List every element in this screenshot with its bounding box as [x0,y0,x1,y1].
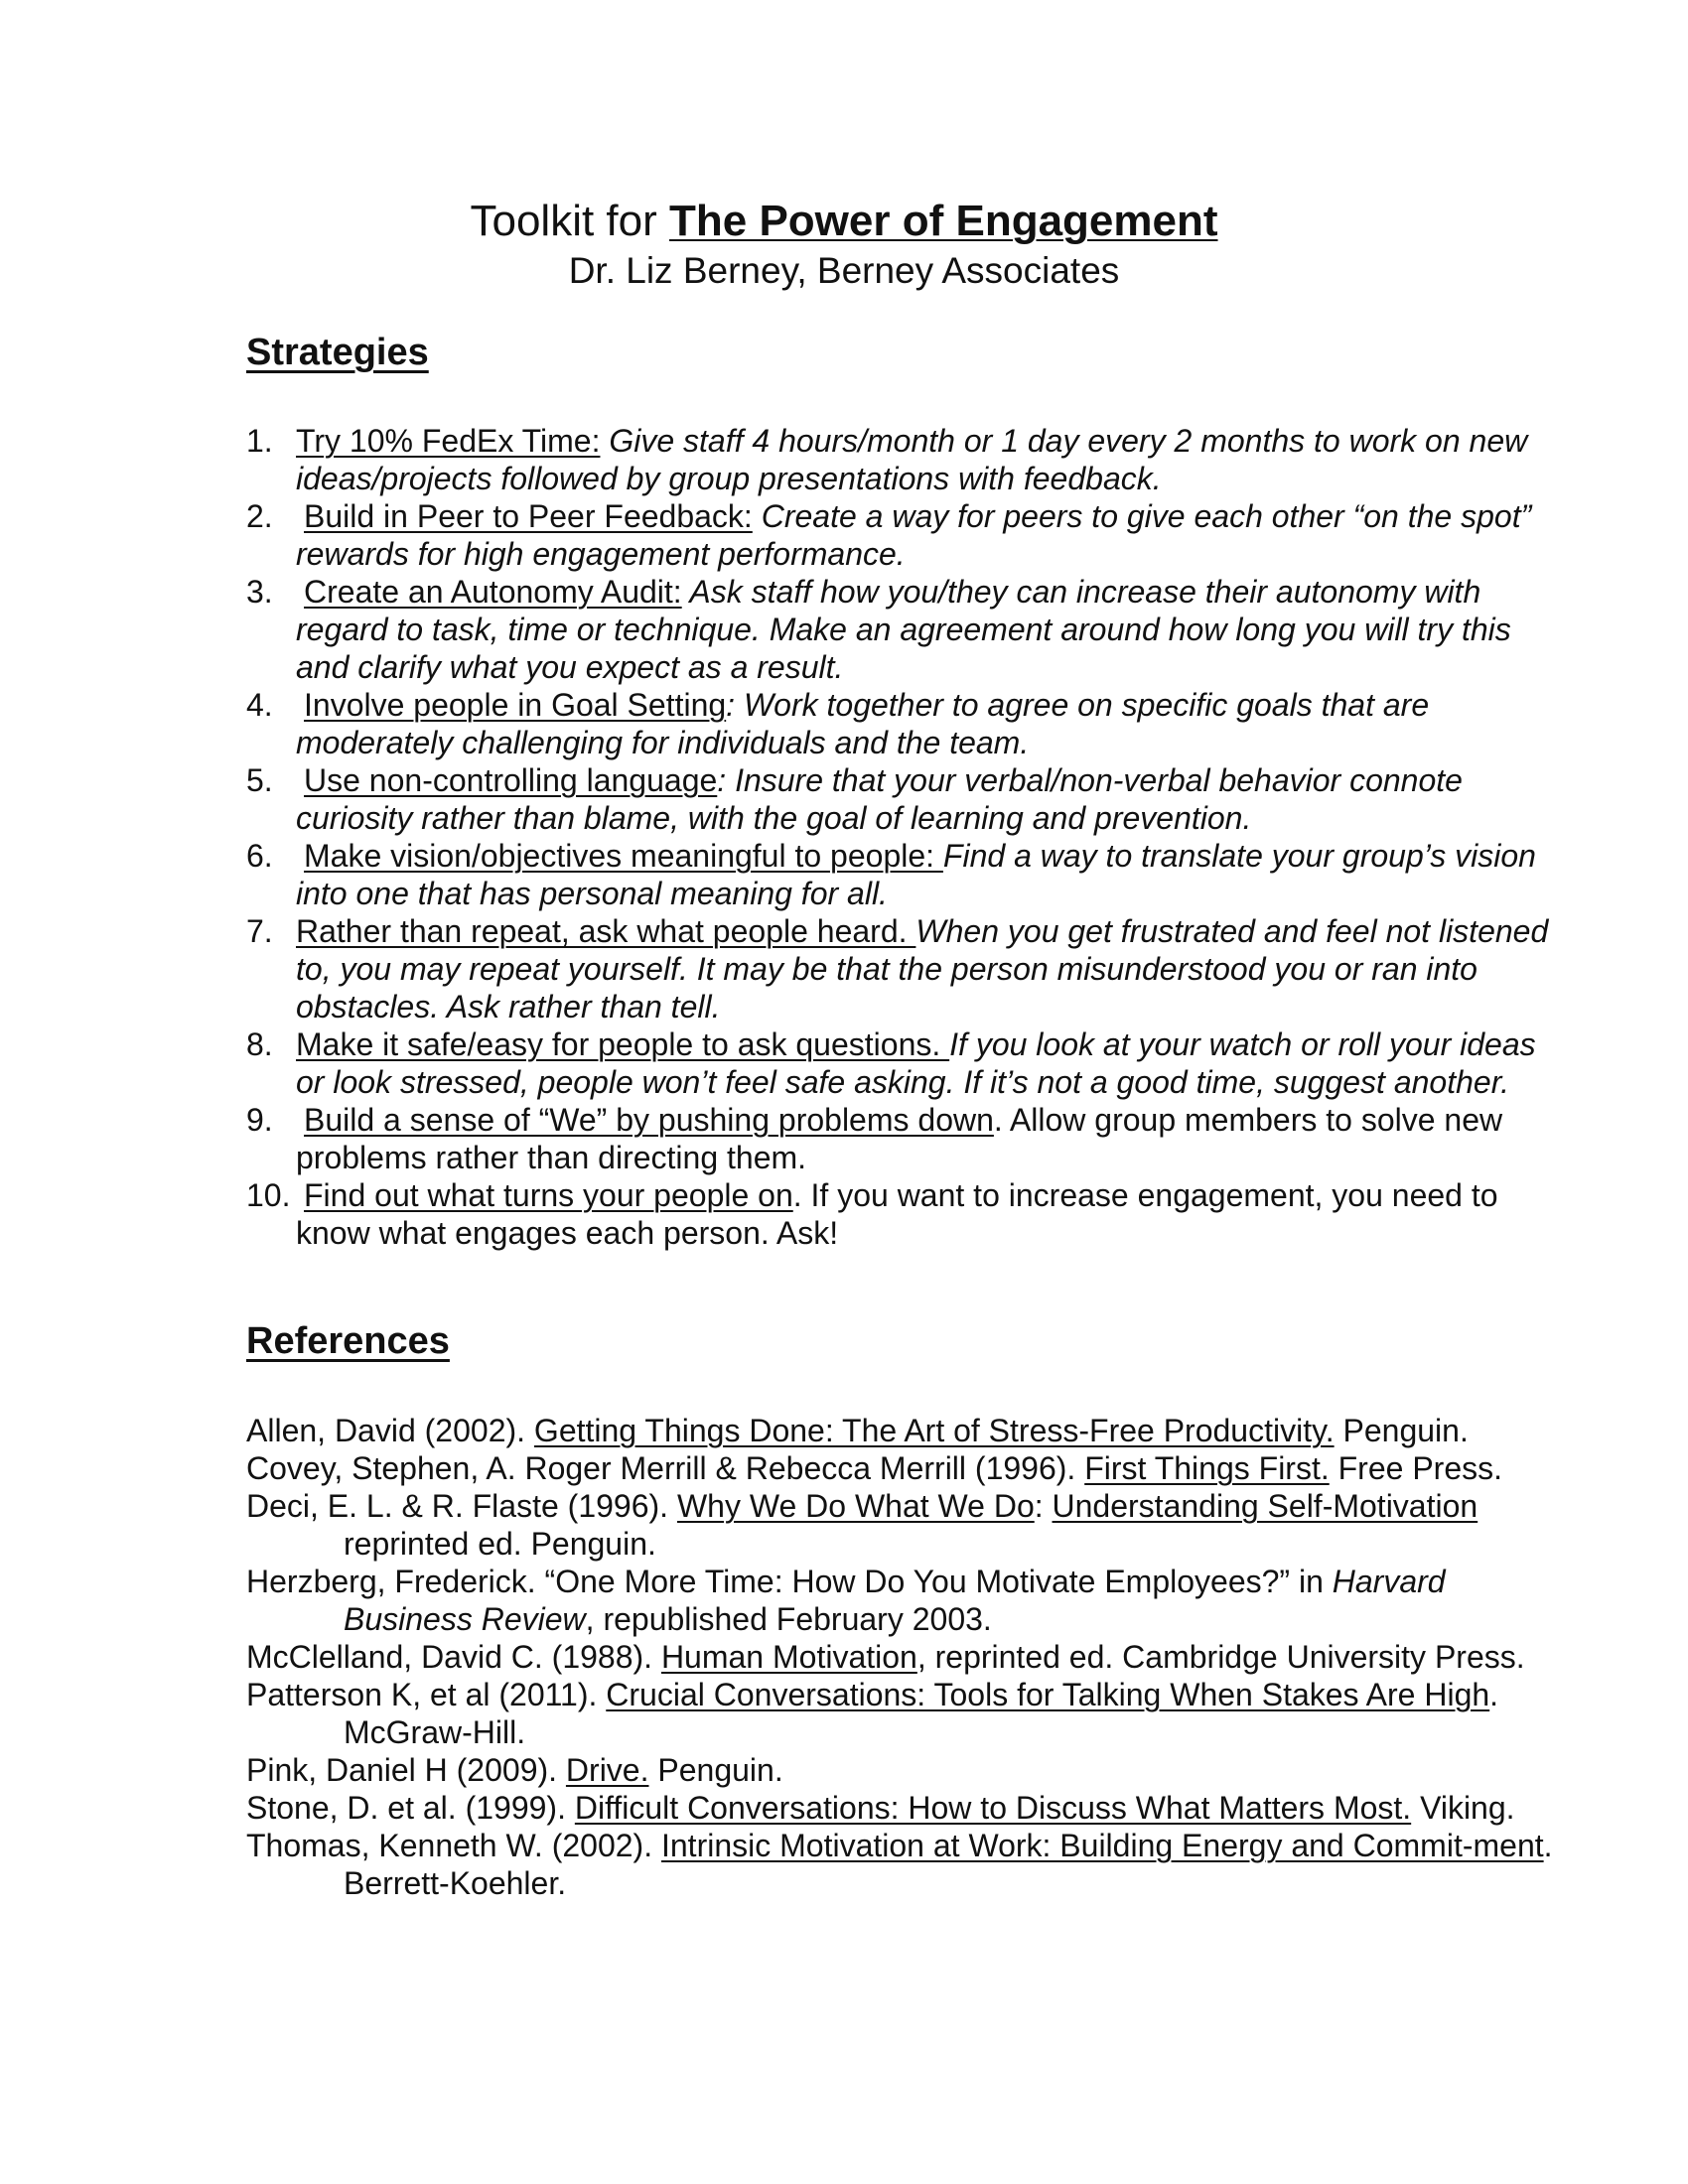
strategy-title: Involve people in Goal Setting [304,687,727,723]
reference-entry [246,1449,1577,1487]
reference-title: Human Motivation [660,1639,917,1675]
reference-publisher: . Berrett-Koehler. [344,1828,1553,1901]
references-list [246,1412,1577,1902]
reference-author: Deci, E. L. & R. Flaste (1996). [246,1488,677,1524]
reference-author: Thomas, Kenneth W. (2002). [246,1828,661,1863]
reference-author: Herzberg, Frederick. “One More Time: How Do You Motivate Employees?” in [246,1564,1333,1599]
reference-journal: Harvard Business Review [344,1564,1446,1637]
strategy-title: Build in Peer to Peer Feedback: [304,498,753,534]
reference-publisher: Free Press. [1329,1450,1502,1486]
strategy-title: Build a sense of “We” by pushing problems down [304,1102,994,1138]
strategy-title: Rather than repeat, ask what people heard. [296,913,916,949]
strategy-number: 6. [246,838,273,874]
reference-separator: : [1034,1488,1053,1524]
reference-publisher: Viking. [1411,1790,1515,1826]
strategy-number: 7. [246,913,273,949]
strategy-title: Make vision/objectives meaningful to people: [304,838,943,874]
strategy-number: 9. [246,1102,273,1138]
strategy-item [246,912,1557,1025]
strategy-item [246,1176,1557,1252]
strategy-description: Give staff 4 hours/month or 1 day every 2 months to work on new ideas/projects followed by group presentations with feedback. [296,423,1528,496]
strategy-description: . Allow group members to solve new problems rather than directing them. [296,1102,1503,1175]
reference-subtitle: Understanding Self-Motivation [1052,1488,1478,1524]
strategy-title: Find out what turns your people on [304,1177,793,1213]
reference-entry [246,1789,1577,1827]
reference-title: Crucial Conversations: Tools for Talking When Stakes Are High [606,1677,1490,1712]
strategy-number: 10. [246,1177,291,1213]
strategy-description: : Work together to agree on specific goals that are moderately challenging for individuals and the team. [296,687,1430,760]
reference-title: Difficult Conversations: How to Discuss What Matters Most. [574,1790,1412,1826]
strategy-item [246,1101,1557,1176]
page-subtitle: Dr. Liz Berney, Berney Associates [568,250,1120,291]
strategies-heading: Strategies [246,332,429,373]
reference-entry [246,1751,1577,1789]
reference-author: Patterson K, et al (2011). [246,1677,607,1712]
reference-publisher: Penguin. [648,1752,783,1788]
reference-title: First Things First. [1084,1450,1330,1486]
strategy-description: : Insure that your verbal/non-verbal behavior connote curiosity rather than blame, with the goal of learning and prevention. [296,762,1463,836]
reference-author: Allen, David (2002). [246,1413,534,1448]
reference-entry [246,1827,1577,1902]
strategy-number: 3. [246,574,273,610]
strategies-list [246,422,1557,1252]
reference-publisher: reprinted ed. Penguin. [344,1526,656,1562]
strategy-title: Use non-controlling language [304,762,718,798]
reference-publisher: . McGraw-Hill. [344,1677,1499,1750]
strategy-title: Create an Autonomy Audit: [304,574,682,610]
page-title [0,195,1688,248]
strategy-number: 2. [246,498,273,534]
title-main: The Power of Engagement [669,197,1218,245]
reference-title: Getting Things Done: The Art of Stress-Free Productivity. [533,1413,1335,1448]
reference-author: McClelland, David C. (1988). [246,1639,661,1675]
strategy-item [246,686,1557,761]
strategy-item [246,422,1557,497]
strategy-description: If you look at your watch or roll your ideas or look stressed, people won’t feel safe asking. If it’s not a good time, suggest another. [296,1026,1536,1100]
strategy-item [246,761,1557,837]
reference-author: Stone, D. et al. (1999). [246,1790,575,1826]
reference-entry [246,1487,1577,1563]
strategy-description: When you get frustrated and feel not listened to, you may repeat yourself. It may be that the person misunderstood you or ran into obstacles. Ask rather than tell. [296,913,1549,1024]
reference-title: Why We Do What We Do [676,1488,1035,1524]
strategy-description: Ask staff how you/they can increase their autonomy with regard to task, time or technique. Make an agreement around how long you will try this and clarify what you expect as a result. [296,574,1511,685]
strategy-description: Create a way for peers to give each other “on the spot” rewards for high engagement performance. [296,498,1532,572]
strategy-item [246,573,1557,686]
reference-title: Drive. [565,1752,649,1788]
strategy-item [246,497,1557,573]
reference-author: Pink, Daniel H (2009). [246,1752,566,1788]
strategy-item [246,837,1557,912]
strategy-description: . If you want to increase engagement, you need to know what engages each person. Ask! [296,1177,1498,1251]
title-prefix: Toolkit for [470,197,669,245]
strategy-description: Find a way to translate your group’s vision into one that has personal meaning for all. [296,838,1536,911]
reference-publisher: , reprinted ed. Cambridge University Press. [916,1639,1525,1675]
strategy-title: Make it safe/easy for people to ask questions. [296,1026,950,1062]
strategy-item [246,1025,1557,1101]
reference-author: Covey, Stephen, A. Roger Merrill & Rebecca Merrill (1996). [246,1450,1085,1486]
reference-entry [246,1638,1577,1676]
strategy-number: 5. [246,762,273,798]
strategy-number: 4. [246,687,273,723]
reference-publisher: , republished February 2003. [585,1601,992,1637]
document-header [0,195,1688,294]
reference-entry [246,1412,1577,1449]
reference-entry [246,1676,1577,1751]
strategy-title: Try 10% FedEx Time: [296,423,601,459]
reference-title: Intrinsic Motivation at Work: Building Energy and Commit-ment [660,1828,1544,1863]
reference-entry [246,1563,1577,1638]
strategy-number: 8. [246,1026,273,1062]
strategy-number: 1. [246,423,273,459]
references-heading: References [246,1320,450,1362]
reference-publisher: Penguin. [1334,1413,1469,1448]
